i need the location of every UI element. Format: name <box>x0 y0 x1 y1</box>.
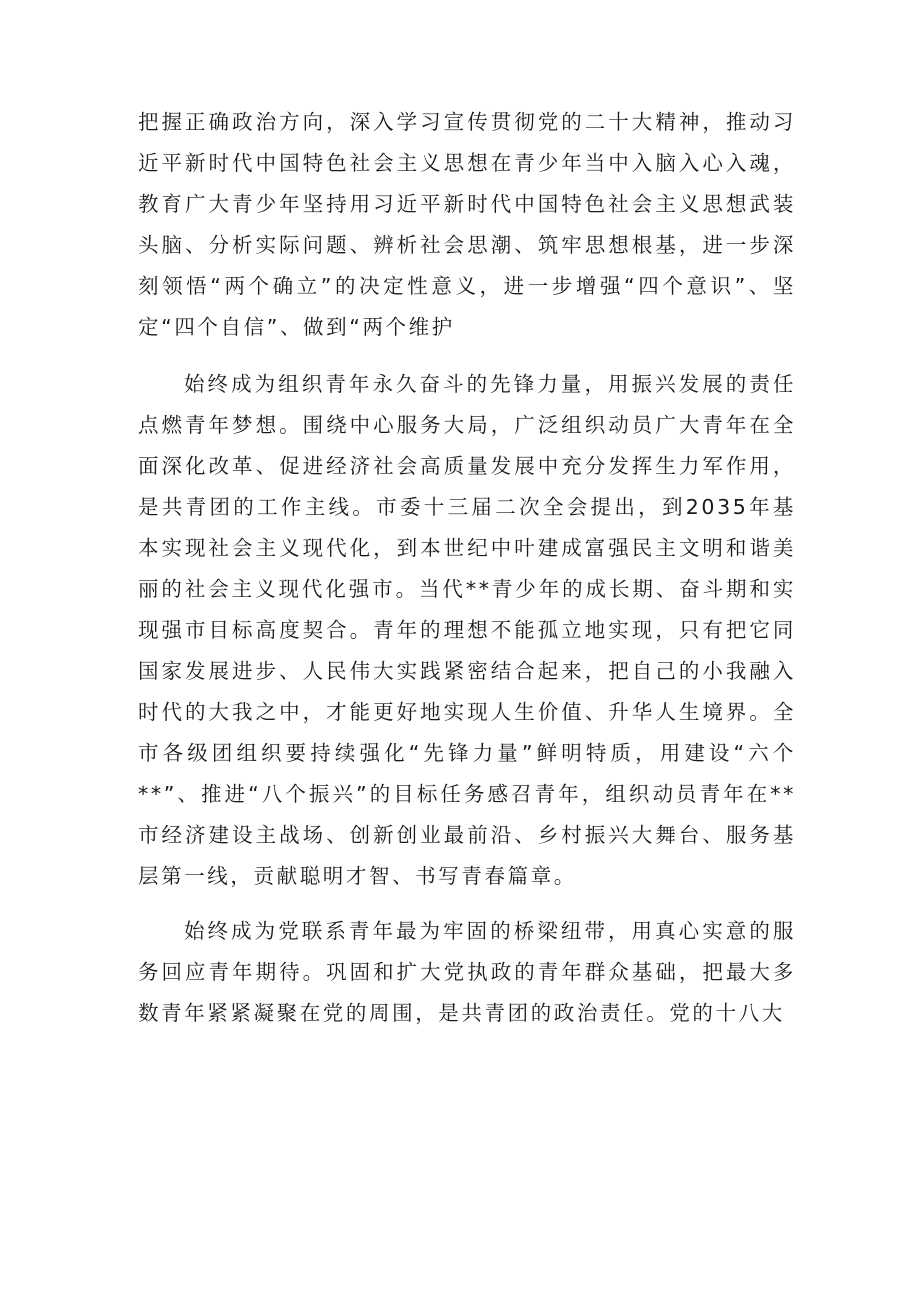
paragraph-1: 把握正确政治方向，深入学习宣传贯彻党的二十大精神，推动习近平新时代中国特色社会主义思想在青少年当中入脑入心入魂，教育广大青少年坚持用习近平新时代中国特色社会主义思想武装头脑、分析实际问题、辨析社会思潮、筑牢思想根基，进一步深刻领悟“两个确立”的决定性意义，进一步增强“四个意识”、坚定“四个自信”、做到“两个维护 <box>138 110 796 339</box>
document-body <box>138 102 796 1048</box>
paragraph-3: 始终成为党联系青年最为牢固的桥梁纽带，用真心实意的服务回应青年期待。巩固和扩大党执政的青年群众基础，把最大多数青年紧紧凝聚在党的周围，是共青团的政治责任。党的十八大 <box>138 919 796 1025</box>
paragraph-2: 始终成为组织青年永久奋斗的先锋力量，用振兴发展的责任点燃青年梦想。围绕中心服务大局，广泛组织动员广大青年在全面深化改革、促进经济社会高质量发展中充分发挥生力军作用，是共青团的工作主线。市委十三届二次全会提出，到2035年基本实现社会主义现代化，到本世纪中叶建成富强民主文明和谐美丽的社会主义现代化强市。当代**青少年的成长期、奋斗期和实现强市目标高度契合。青年的理想不能孤立地实现，只有把它同国家发展进步、人民伟大实践紧密结合起来，把自己的小我融入时代的大我之中，才能更好地实现人生价值、升华人生境界。全市各级团组织要持续强化“先锋力量”鲜明特质，用建设“六个**”、推进“八个振兴”的目标任务感召青年，组织动员青年在**市经济建设主战场、创新创业最前沿、乡村振兴大舞台、服务基层第一线，贡献聪明才智、书写青春篇章。 <box>138 372 796 888</box>
